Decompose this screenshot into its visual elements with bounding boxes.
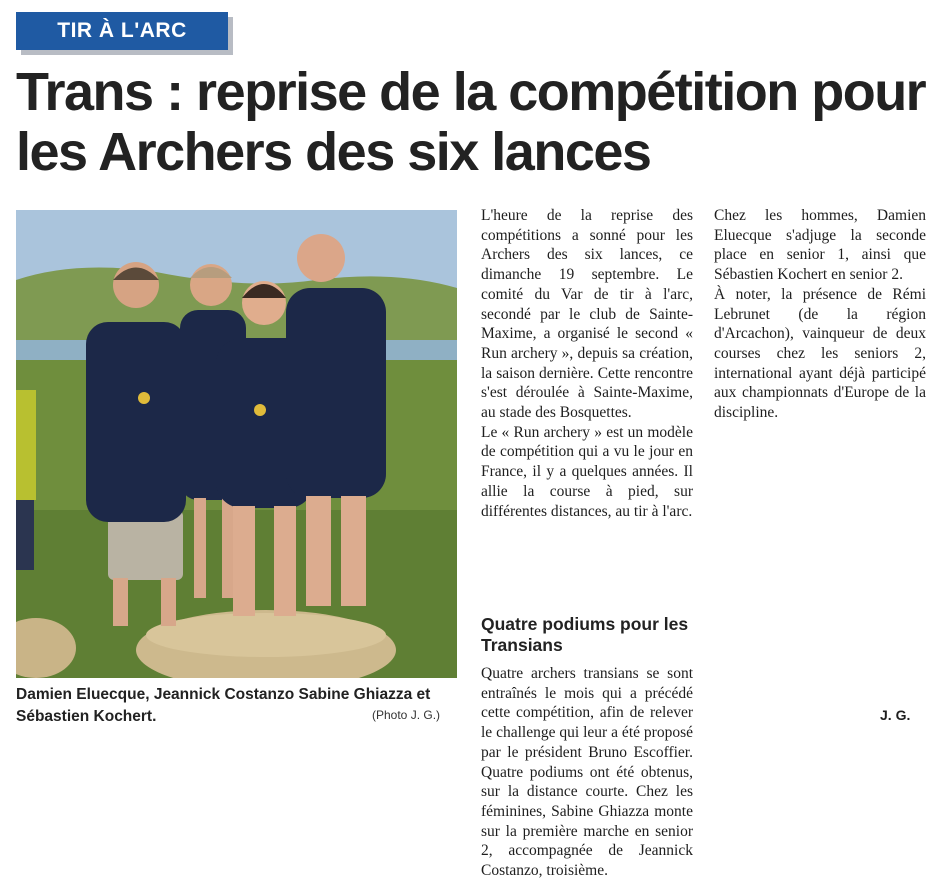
photo-caption: Damien Eluecque, Jeannick Costanzo Sabine Ghiazza et Sébastien Kochert.	[16, 686, 431, 725]
article-column-1	[481, 206, 693, 521]
author-signature: J. G.	[880, 707, 911, 723]
paragraph-podiums: Quatre archers transians se sont entraînés le mois qui a précédé cette compétition, afin de relever le challenge qui leur a été proposé par le président Bruno Escoffier. Quatre podiums ont été obtenus, sur la distance courte. Chez les féminines, Sabine Ghiazza monte sur la première marche en senior 2, accompagnée de Jeannick Costanzo, troisième.	[481, 665, 693, 880]
photo-credit: (Photo J. G.)	[372, 708, 441, 722]
article-subheading: Quatre podiums pour les Transians	[481, 614, 689, 655]
paragraph-intro: L'heure de la reprise des compétitions a sonné pour les Archers des six lances, ce dimanche 19 septembre. Le comité du Var de tir à l'arc, secondé par le club de Sainte-Maxime, a organisé le second « Run archery », depuis sa création, la saison dernière. Cette rencontre s'est déroulée à Sainte-Maxime, au stade des Bosquettes.	[481, 207, 693, 422]
article-column-1-continued	[481, 664, 693, 881]
section-label: TIR À L'ARC	[57, 19, 187, 42]
paragraph-note: À noter, la présence de Rémi Lebrunet (de la région d'Arcachon), vainqueur de deux courses chez les seniors 2, international ayant déjà participé aux championnats d'Europe de la discipline.	[714, 285, 926, 422]
section-rubric	[16, 12, 228, 50]
archers-podium-illustration	[16, 210, 457, 678]
article-photo	[16, 210, 457, 678]
paragraph-run-archery: Le « Run archery » est un modèle de compétition qui a vu le jour en France, il y a quelques années. Il allie la course à pied, sur différentes distances, au tir à l'arc.	[481, 423, 693, 520]
article-column-2	[714, 206, 926, 423]
article-headline: Trans : reprise de la compétition pour les Archers des six lances	[16, 62, 926, 182]
paragraph-hommes: Chez les hommes, Damien Eluecque s'adjuge la seconde place en senior 1, ainsi que Sébastien Kochert en senior 2.	[714, 207, 926, 284]
